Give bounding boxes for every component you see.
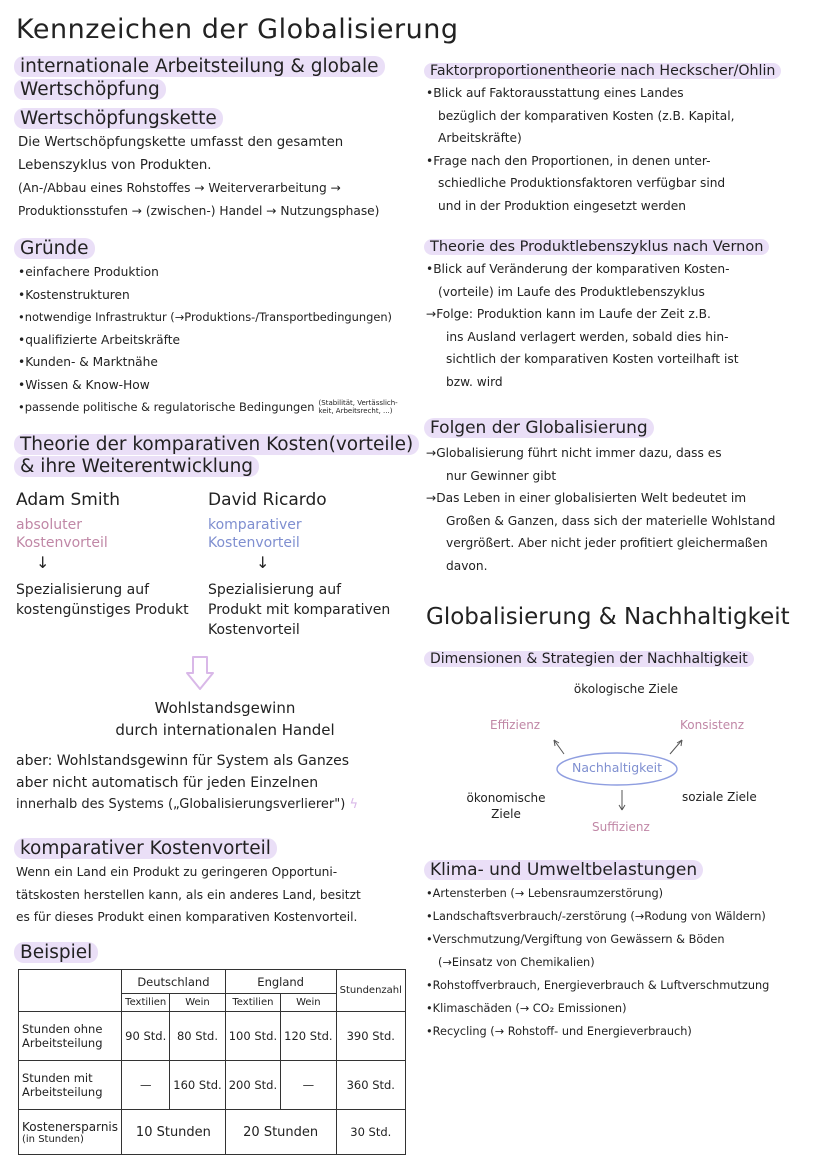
text-line: Großen & Ganzen, dass sich der materielle Wohlstand [446,513,776,528]
row-label-line: Stunden ohne [22,1022,103,1037]
text-line: →Folge: Produktion kann im Laufe der Zeit z.B. [426,307,711,321]
text-line: Lebenszyklus von Produkten. [18,158,212,173]
ricardo-vorteil-line: Kostenvorteil [208,535,300,551]
section-gruende [14,238,398,419]
label-center-nachhaltigkeit: Nachhaltigkeit [571,760,663,775]
label-konsistenz: Konsistenz [680,718,745,732]
heading-gruende: Gründe [14,238,95,259]
table-subheader: Wein [281,994,336,1012]
list-item: •notwendige Infrastruktur (→Produktions-/Transportbedingungen) [18,310,392,324]
table-row [19,1012,406,1061]
section-folgen [424,418,775,577]
heading-komparativ: komparativer Kostenvorteil [14,838,277,859]
label-oekonomisch [456,790,556,822]
list-item: •Landschaftsverbrauch/-zerstörung (→Rodung von Wäldern) [426,910,766,923]
ricardo-result: Produkt mit komparativen [208,602,391,618]
row-label-line: Kostenersparnis [22,1119,119,1134]
text-line: Arbeitskräfte) [438,131,522,145]
table-cell: 160 Std. [170,1061,225,1110]
list-item: •Klimaschäden (→ CO₂ Emissionen) [426,1002,627,1015]
label-oekonomisch-line: ökonomische [466,791,546,805]
heading-vernon: Theorie des Produktlebenszyklus nach Vernon [424,239,769,255]
row-label [19,1012,122,1061]
lightning-icon: ϟ [349,797,359,812]
table-cell: 80 Std. [170,1012,225,1061]
section-theorie [14,434,419,477]
section-faktor [424,60,781,217]
ricardo-name: David Ricardo [208,490,327,510]
text-line: (An-/Abbau eines Rohstoffes → Weiterverarbeitung → [18,181,341,195]
ricardo-vorteil [208,516,418,552]
table-cell: — [281,1061,336,1110]
list-item: •Rohstoffverbrauch, Energieverbrauch & Luftverschmutzung [426,979,770,992]
section-arbeitsteilung [14,56,385,222]
smith-name: Adam Smith [16,490,121,510]
text-line: •Blick auf Veränderung der komparativen Kosten- [426,262,730,276]
section-beispiel [14,942,98,963]
text-line: sichtlich der komparativen Kosten vorteilhaft ist [446,352,739,366]
heading-faktor: Faktorproportionentheorie nach Heckscher/Ohlin [424,63,781,79]
text-line: →Das Leben in einer globalisierten Welt bedeutet im [426,491,747,505]
list-item: (→Einsatz von Chemikalien) [438,956,595,969]
wohlstand-box [60,697,390,741]
row-label [19,1061,122,1110]
heading-folgen: Folgen der Globalisierung [424,418,654,438]
text-line: und in der Produktion eingesetzt werden [438,198,686,213]
row-label-line: Arbeitsteilung [22,1085,103,1100]
list-item: •passende politische & regulatorische Bedingungen [18,400,315,414]
list-item: •Verschmutzung/Vergiftung von Gewässern & Böden [426,933,725,946]
text-line: Produktionsstufen → (zwischen-) Handel → Nutzungsphase) [18,203,380,218]
heading-beispiel: Beispiel [14,942,98,963]
ricardo-column [208,490,418,640]
table-row [19,1110,406,1155]
table-cell: 390 Std. [336,1012,405,1061]
note-text: (Stabilität, Vertässlich- [318,399,398,408]
page-title: Kennzeichen der Globalisierung [16,14,459,45]
table-subheader: Textilien [225,994,280,1012]
text-line: es für dieses Produkt einen komparativen Kostenvorteil. [16,910,358,924]
text-line: Wenn ein Land ein Produkt zu geringeren Opportuni- [16,865,338,879]
text-line: bzw. wird [446,374,503,389]
smith-result: Spezialisierung auf [16,582,149,598]
table-cell: 100 Std. [225,1012,280,1061]
table-cell: 360 Std. [336,1061,405,1110]
text-line: →Globalisierung führt nicht immer dazu, dass es [426,446,722,460]
hollow-arrow-down-icon [185,655,215,691]
ricardo-vorteil-line: komparativer [208,517,302,533]
table-header: Deutschland [122,970,226,994]
list-item: •Kostenstrukturen [18,287,130,302]
table-cell: 20 Stunden [225,1110,336,1155]
smith-result: kostengünstiges Produkt [16,602,189,618]
label-effizienz: Effizienz [490,718,541,732]
text-line: ins Ausland verlagert werden, sobald dies hin- [446,329,729,344]
heading-wertschoepfungskette: Wertschöpfungskette [14,108,223,129]
table-cell: 120 Std. [281,1012,336,1061]
label-oekologisch: ökologische Ziele [573,682,679,696]
heading-theorie: Theorie der komparativen Kosten(vorteile) [14,434,419,455]
text-line: vergrößert. Aber nicht jeder profitiert gleichermaßen [446,536,768,550]
label-oekonomisch-line: Ziele [491,807,521,821]
list-item: •qualifizierte Arbeitskräfte [18,332,180,347]
section-dimensionen [424,648,754,668]
heading-dimensionen: Dimensionen & Strategien der Nachhaltigkeit [424,651,754,667]
smith-vorteil-line: Kostenvorteil [16,535,108,551]
note-text: keit, Arbeitsrecht, ...) [318,407,393,416]
aber-text [16,750,358,816]
table-header: England [225,970,336,994]
nachhaltigkeit-diagram [426,678,816,848]
row-label [19,1110,122,1155]
arrow-down-icon: ↓ [36,553,50,572]
label-sozial: soziale Ziele [682,790,757,804]
list-item: •Wissen & Know-How [18,377,150,392]
table-cell: 10 Stunden [122,1110,226,1155]
row-label-line: Arbeitsteilung [22,1036,103,1051]
text-line: •Frage nach den Proportionen, in denen unter- [426,153,711,168]
aber-line: innerhalb des Systems („Globalisierungsverlierer") [16,797,346,812]
section-title-nachhaltigkeit: Globalisierung & Nachhaltigkeit [426,604,790,630]
arrow-down-icon: ↓ [256,553,270,572]
heading-klima: Klima- und Umweltbelastungen [424,860,703,880]
text-line: Die Wertschöpfungskette umfasst den gesamten [18,135,344,150]
table-cell: 90 Std. [122,1012,170,1061]
list-item: •Recycling (→ Rohstoff- und Energieverbrauch) [426,1025,692,1038]
section-klima [424,860,769,1043]
table-corner [19,970,122,1012]
heading-weiterentwicklung: & ihre Weiterentwicklung [14,456,259,477]
heading-arbeitsteilung: internationale Arbeitsteilung & globale [14,56,385,77]
text-line: davon. [446,558,488,573]
table-cell: — [122,1061,170,1110]
ricardo-result: Kostenvorteil [208,622,300,638]
row-label-line: Stunden mit [22,1071,93,1086]
list-item: •Kunden- & Marktnähe [18,355,158,369]
table-cell: 200 Std. [225,1061,280,1110]
aber-line: aber: Wohlstandsgewinn für System als Ganzes [16,753,349,769]
ricardo-result: Spezialisierung auf [208,582,341,598]
wohlstand-line: durch internationalen Handel [115,721,335,739]
section-komparativ [14,838,361,929]
table-subheader: Wein [170,994,225,1012]
text-line: bezüglich der komparativen Kosten (z.B. Kapital, [438,108,735,123]
list-item: •Artensterben (→ Lebensraumzerstörung) [426,887,664,900]
smith-column [16,490,206,620]
smith-vorteil-line: absoluter [16,517,82,533]
beispiel-table [18,969,406,1155]
heading-wertschoepfung: Wertschöpfung [14,79,166,100]
row-label-line: (in Stunden) [22,1133,84,1145]
text-line: (vorteile) im Laufe des Produktlebenszyklus [438,284,705,299]
text-line: schiedliche Produktionsfaktoren verfügbar sind [438,176,726,190]
text-line: nur Gewinner gibt [446,468,557,483]
text-line: tätskosten herstellen kann, als ein anderes Land, besitzt [16,887,361,902]
table-header: Stundenzahl [336,970,405,1012]
aber-line: aber nicht automatisch für jeden Einzelnen [16,775,319,791]
section-vernon [424,236,769,393]
table-subheader: Textilien [122,994,170,1012]
smith-vorteil [16,516,206,552]
list-item: •einfachere Produktion [18,265,159,279]
table-row [19,1061,406,1110]
table-cell: 30 Std. [336,1110,405,1155]
text-line: •Blick auf Faktorausstattung eines Landes [426,86,684,100]
label-suffizienz: Suffizienz [592,820,650,834]
wohlstand-line: Wohlstandsgewinn [154,699,296,717]
